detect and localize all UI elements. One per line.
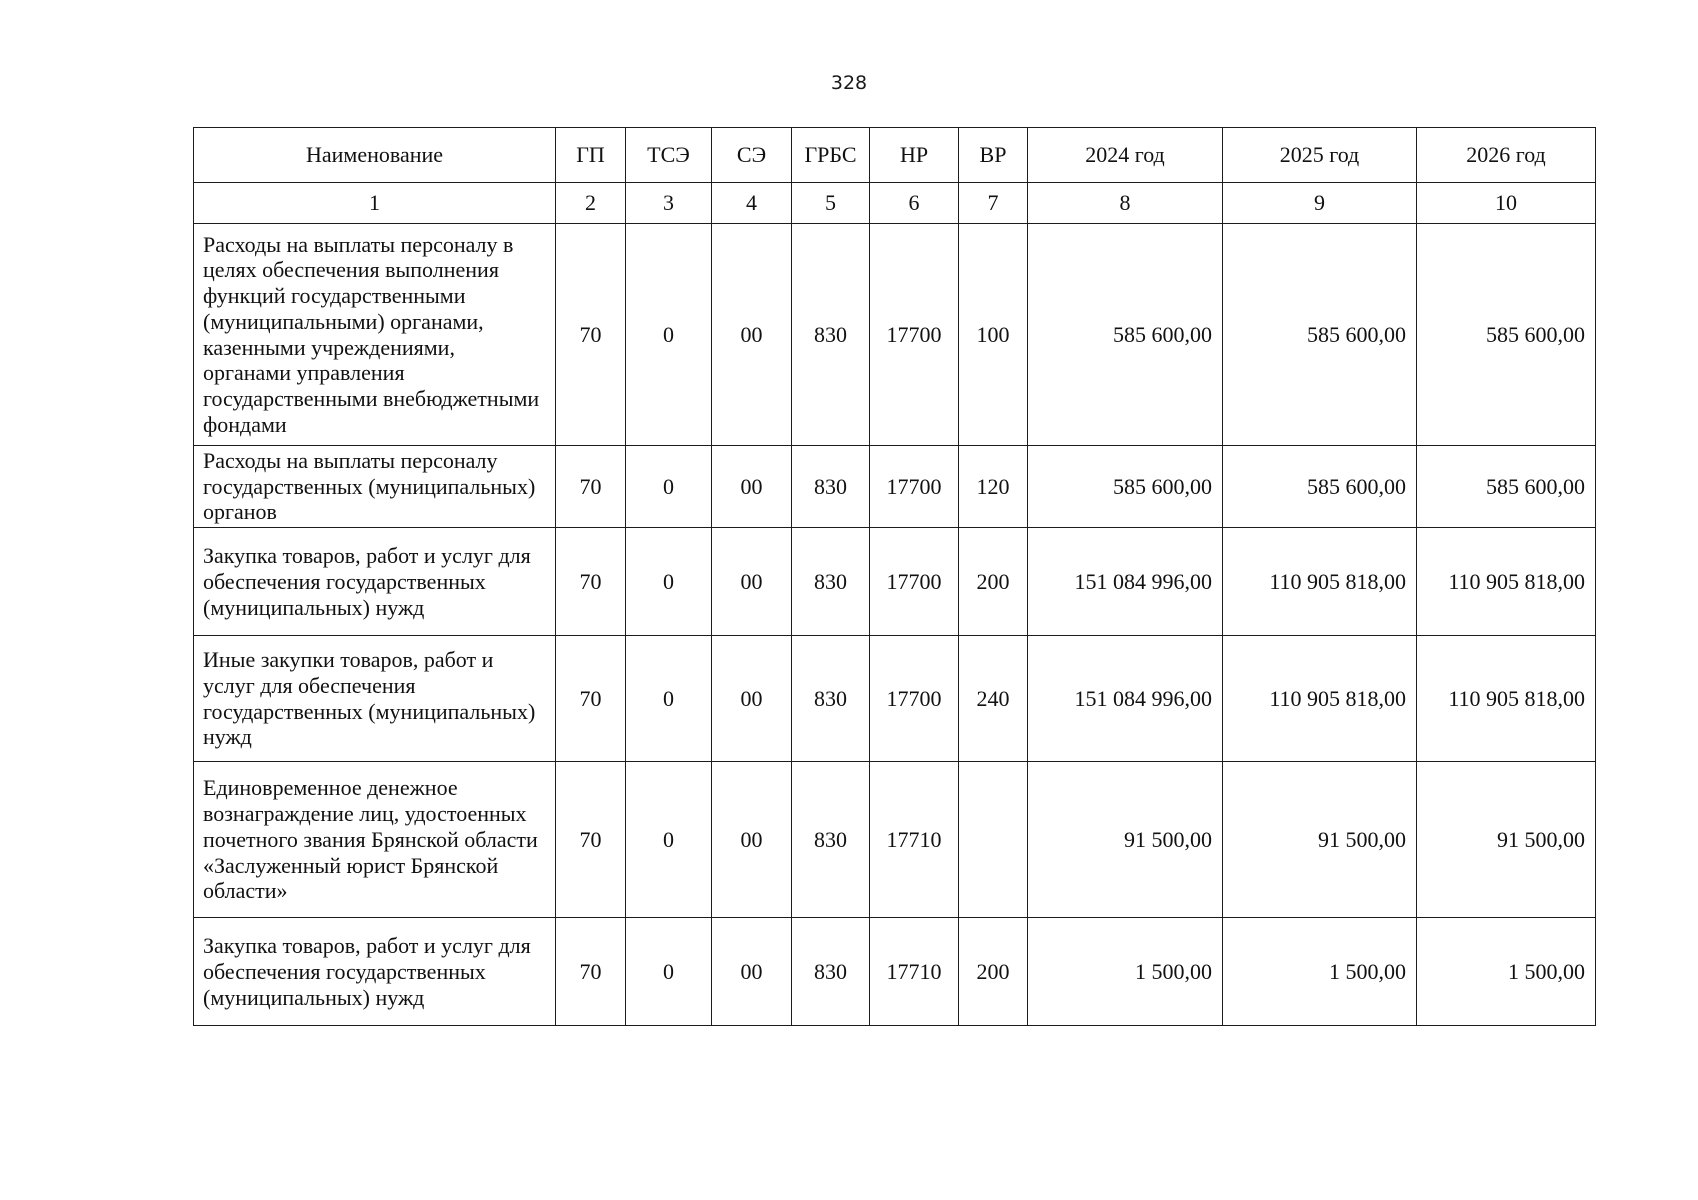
cell-2024: 151 084 996,00 — [1028, 528, 1223, 636]
header-2025: 2025 год — [1223, 128, 1417, 183]
cell-2025: 91 500,00 — [1223, 762, 1417, 918]
header-vr: ВР — [959, 128, 1028, 183]
cell-tse: 0 — [626, 446, 712, 528]
cell-gp: 70 — [556, 224, 626, 446]
cell-tse: 0 — [626, 528, 712, 636]
cell-se: 00 — [712, 762, 792, 918]
column-number: 2 — [556, 183, 626, 224]
header-name: Наименование — [194, 128, 556, 183]
cell-se: 00 — [712, 918, 792, 1026]
header-tse: ТСЭ — [626, 128, 712, 183]
cell-tse: 0 — [626, 636, 712, 762]
cell-se: 00 — [712, 224, 792, 446]
cell-2026: 585 600,00 — [1417, 224, 1596, 446]
cell-vr: 120 — [959, 446, 1028, 528]
column-number: 10 — [1417, 183, 1596, 224]
cell-grbs: 830 — [792, 762, 870, 918]
cell-se: 00 — [712, 636, 792, 762]
cell-gp: 70 — [556, 528, 626, 636]
row-name: Расходы на выплаты персоналу государственных (муниципальных) органов — [194, 446, 556, 528]
cell-nr: 17700 — [870, 446, 959, 528]
table-row — [194, 762, 1596, 918]
cell-2025: 110 905 818,00 — [1223, 636, 1417, 762]
column-number-row — [194, 183, 1596, 224]
budget-table — [193, 127, 1596, 1026]
cell-2026: 585 600,00 — [1417, 446, 1596, 528]
header-grbs: ГРБС — [792, 128, 870, 183]
cell-grbs: 830 — [792, 918, 870, 1026]
header-gp: ГП — [556, 128, 626, 183]
column-number: 6 — [870, 183, 959, 224]
column-number: 8 — [1028, 183, 1223, 224]
cell-2025: 585 600,00 — [1223, 446, 1417, 528]
cell-nr: 17710 — [870, 762, 959, 918]
cell-2025: 110 905 818,00 — [1223, 528, 1417, 636]
table-row — [194, 636, 1596, 762]
table-row — [194, 528, 1596, 636]
cell-grbs: 830 — [792, 636, 870, 762]
cell-2024: 585 600,00 — [1028, 224, 1223, 446]
cell-2026: 91 500,00 — [1417, 762, 1596, 918]
cell-grbs: 830 — [792, 224, 870, 446]
cell-nr: 17710 — [870, 918, 959, 1026]
cell-vr: 200 — [959, 918, 1028, 1026]
cell-vr: 100 — [959, 224, 1028, 446]
table-row — [194, 224, 1596, 446]
cell-2024: 585 600,00 — [1028, 446, 1223, 528]
row-name: Единовременное денежное вознаграждение лиц, удостоенных почетного звания Брянской области «Заслуженный юрист Брянской области» — [194, 762, 556, 918]
cell-vr — [959, 762, 1028, 918]
column-number: 9 — [1223, 183, 1417, 224]
cell-nr: 17700 — [870, 636, 959, 762]
column-number: 5 — [792, 183, 870, 224]
cell-2026: 110 905 818,00 — [1417, 528, 1596, 636]
cell-se: 00 — [712, 446, 792, 528]
cell-2026: 110 905 818,00 — [1417, 636, 1596, 762]
column-number: 3 — [626, 183, 712, 224]
column-number: 7 — [959, 183, 1028, 224]
cell-2025: 1 500,00 — [1223, 918, 1417, 1026]
header-2024: 2024 год — [1028, 128, 1223, 183]
header-2026: 2026 год — [1417, 128, 1596, 183]
cell-gp: 70 — [556, 446, 626, 528]
cell-vr: 200 — [959, 528, 1028, 636]
cell-gp: 70 — [556, 636, 626, 762]
row-name: Закупка товаров, работ и услуг для обеспечения государственных (муниципальных) нужд — [194, 918, 556, 1026]
table-row — [194, 446, 1596, 528]
cell-2024: 91 500,00 — [1028, 762, 1223, 918]
header-se: СЭ — [712, 128, 792, 183]
header-nr: НР — [870, 128, 959, 183]
cell-2024: 1 500,00 — [1028, 918, 1223, 1026]
cell-se: 00 — [712, 528, 792, 636]
cell-vr: 240 — [959, 636, 1028, 762]
cell-2024: 151 084 996,00 — [1028, 636, 1223, 762]
row-name: Закупка товаров, работ и услуг для обеспечения государственных (муниципальных) нужд — [194, 528, 556, 636]
cell-tse: 0 — [626, 762, 712, 918]
table-row — [194, 918, 1596, 1026]
cell-2026: 1 500,00 — [1417, 918, 1596, 1026]
header-row — [194, 128, 1596, 183]
cell-grbs: 830 — [792, 528, 870, 636]
page-number: 328 — [830, 72, 868, 94]
cell-tse: 0 — [626, 224, 712, 446]
cell-gp: 70 — [556, 762, 626, 918]
cell-nr: 17700 — [870, 224, 959, 446]
row-name: Иные закупки товаров, работ и услуг для обеспечения государственных (муниципальных) нужд — [194, 636, 556, 762]
row-name: Расходы на выплаты персоналу в целях обеспечения выполнения функций государственными (муниципальными) органами, казенными учреждениями, органами управления государственными внебюджетными фондами — [194, 224, 556, 446]
cell-nr: 17700 — [870, 528, 959, 636]
cell-2025: 585 600,00 — [1223, 224, 1417, 446]
cell-gp: 70 — [556, 918, 626, 1026]
column-number: 4 — [712, 183, 792, 224]
cell-tse: 0 — [626, 918, 712, 1026]
cell-grbs: 830 — [792, 446, 870, 528]
column-number: 1 — [194, 183, 556, 224]
